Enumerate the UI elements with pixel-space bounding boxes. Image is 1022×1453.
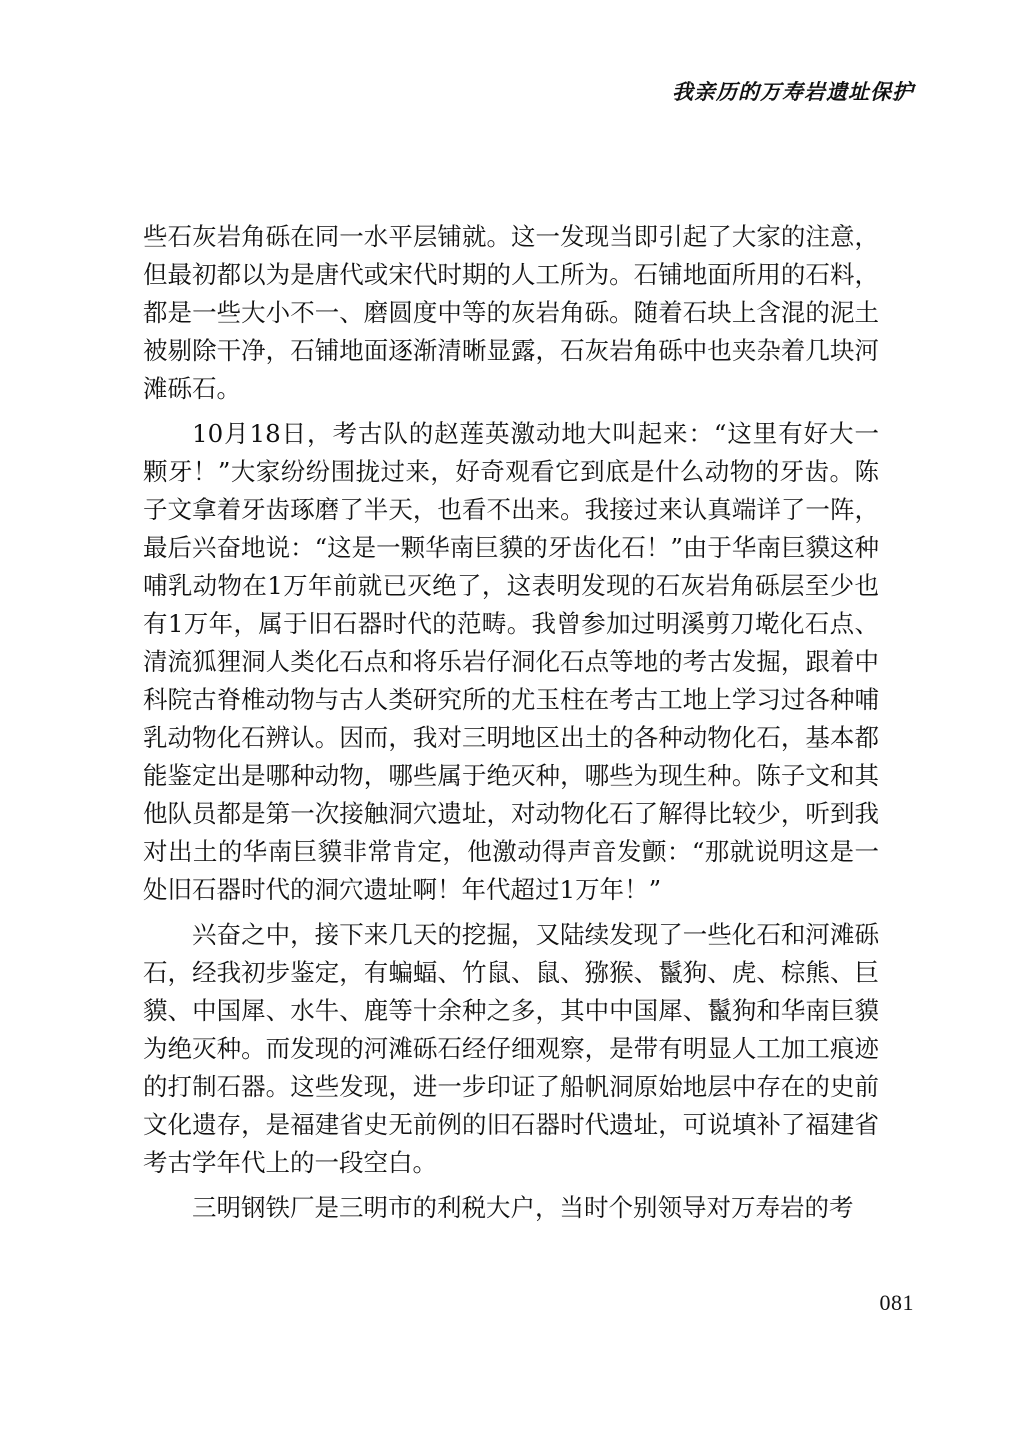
paragraph-tooth-discovery: 10月18日，考古队的赵莲英激动地大叫起来：“这里有好大一颗牙！”大家纷纷围拢过来，好奇观看它到底是什么动物的牙齿。陈子文拿着牙齿琢磨了半天，也看不出来。我接过来认真端详了一阵，最后兴奋地说：“这是一颗华南巨貘的牙齿化石！”由于华南巨貘这种哺乳动物在1万年前就已灭绝了，这表明发现的石灰岩角砾层至少也有1万年，属于旧石器时代的范畴。我曾参加过明溪剪刀墘化石点、清流狐狸洞人类化石点和将乐岩仔洞化石点等地的考古发掘，跟着中科院古脊椎动物与古人类研究所的尤玉柱在考古工地上学习过各种哺乳动物化石辨认。因而，我对三明地区出土的各种动物化石，基本都能鉴定出是哪种动物，哪些属于绝灭种，哪些为现生种。陈子文和其他队员都是第一次接触洞穴遗址，对动物化石了解得比较少，听到我对出土的华南巨貘非常肯定，他激动得声音发颤：“那就说明这是一处旧石器时代的洞穴遗址啊！年代超过1万年！” xyxy=(143,419,879,904)
paragraph-continued: 些石灰岩角砾在同一水平层铺就。这一发现当即引起了大家的注意，但最初都以为是唐代或宋代时期的人工所为。石铺地面所用的石料，都是一些大小不一、磨圆度中等的灰岩角砾。随着石块上含混的泥土被剔除干净，石铺地面逐渐清晰显露，石灰岩角砾中也夹杂着几块河滩砾石。 xyxy=(143,222,879,403)
paragraph-fossil-findings: 兴奋之中，接下来几天的挖掘，又陆续发现了一些化石和河滩砾石，经我初步鉴定，有蝙蝠、竹鼠、鼠、猕猴、鬣狗、虎、棕熊、巨貘、中国犀、水牛、鹿等十余种之多，其中中国犀、鬣狗和华南巨貘为绝灭种。而发现的河滩砾石经仔细观察，是带有明显人工加工痕迹的打制石器。这些发现，进一步印证了船帆洞原始地层中存在的史前文化遗存，是福建省史无前例的旧石器时代遗址，可说填补了福建省考古学年代上的一段空白。 xyxy=(143,920,879,1177)
page-number: 081 xyxy=(879,1290,914,1315)
paragraph-steel-plant: 三明钢铁厂是三明市的利税大户，当时个别领导对万寿岩的考 xyxy=(192,1193,854,1222)
running-header-title: 我亲历的万寿岩遗址保护 xyxy=(672,79,914,104)
body-text xyxy=(143,218,879,1227)
